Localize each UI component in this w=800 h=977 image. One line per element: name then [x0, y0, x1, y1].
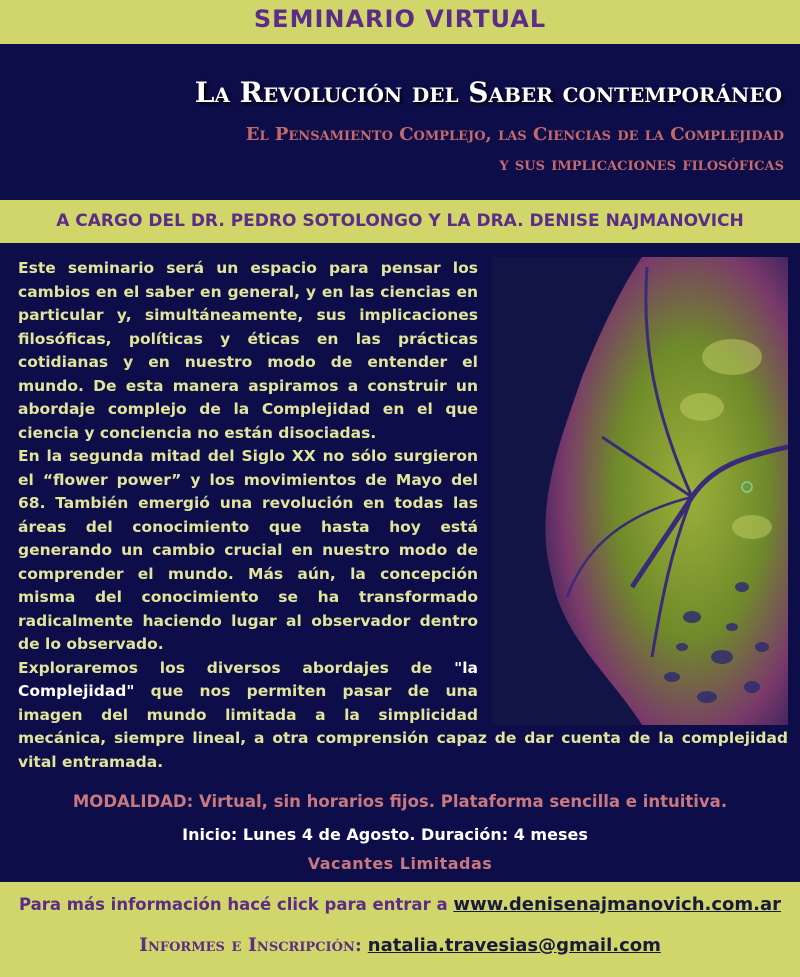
header-band	[0, 0, 800, 44]
paragraph-2: En la segunda mitad del Siglo XX no sólo surgieron el “flower power” y los movimientos de Mayo del 68. También emergió una revolución en todas las áreas del conocimiento que hasta hoy está generando un cambio crucial en nuestro modo de comprender el mundo. Más aún, la concepción misma del conocimiento se ha transformado radicalmente haciendo lugar al observador dentro de lo observado.	[18, 447, 478, 653]
paragraph-3-end: que nos permiten pasar de una imagen del mundo limitada a la simplicidad mecánica, siempre lineal, a otra comprensión capaz de dar cuenta de la complejidad vital entramada.	[18, 682, 788, 771]
website-link[interactable]: www.denisenajmanovich.com.ar	[453, 894, 781, 915]
modalidad-text: MODALIDAD: Virtual, sin horarios fijos. Plataforma sencilla e intuitiva.	[72, 792, 728, 811]
paragraph-3-start: Exploraremos los diversos abordajes de	[18, 658, 455, 677]
inicio-text: Inicio: Lunes 4 de Agosto. Duración: 4 meses	[182, 825, 588, 844]
subtitle-line-1: El Pensamiento Complejo, las Ciencias de la Complejidad	[245, 124, 784, 145]
title-block	[0, 44, 800, 200]
seminar-description	[18, 257, 788, 774]
info-line	[0, 894, 800, 915]
authors-band	[0, 200, 800, 243]
subtitle-line-2: y sus implicaciones filosóficas	[499, 154, 784, 175]
info-text: Para más información hacé click para entrar a	[18, 895, 454, 914]
river-delta-satellite-image	[492, 257, 788, 725]
subtitle	[246, 120, 784, 180]
email-link[interactable]: natalia.travesias@gmail.com	[367, 935, 661, 956]
authors-text: A CARGO DEL DR. PEDRO SOTOLONGO Y LA DRA. DENISE NAJMANOVICH	[56, 211, 744, 231]
vacantes-text: Vacantes Limitadas	[307, 854, 493, 873]
contact-line	[0, 934, 800, 956]
contact-label: Informes e Inscripción:	[139, 934, 362, 956]
header-label: SEMINARIO VIRTUAL	[253, 5, 547, 33]
main-title: La Revolución del Saber contemporáneo	[194, 76, 782, 109]
paragraph-1: Este seminario será un espacio para pensar los cambios en el saber en general, y en las ciencias en particular y, simultáneamente, sus implicaciones filosóficas, políticas y éticas en las prácticas cotidianas y en nuestro modo de entender el mundo. De esta manera aspiramos a construir un abordaje complejo de la Complejidad en el que ciencia y conciencia no están disociadas.	[18, 259, 478, 442]
complejidad-highlight: "la Complejidad"	[18, 658, 478, 700]
footer-band	[0, 882, 800, 977]
